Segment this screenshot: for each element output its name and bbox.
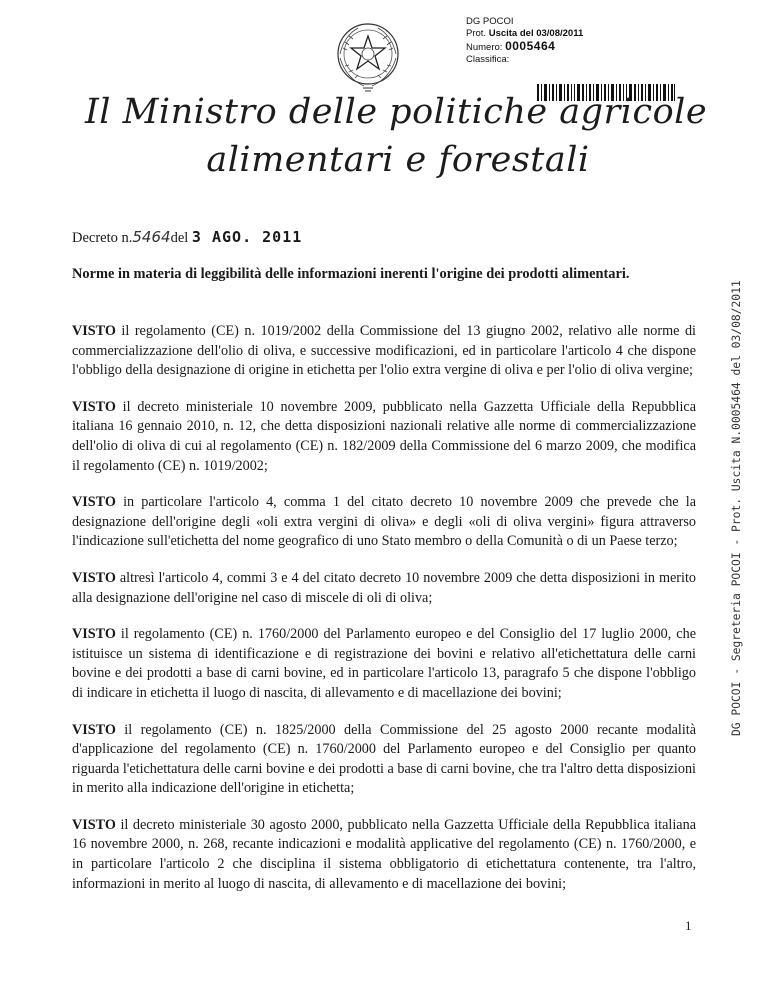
document-body <box>72 322 696 911</box>
visto-paragraph <box>72 721 696 799</box>
paragraph-keyword: VISTO <box>72 626 116 643</box>
paragraph-text: altresì l'articolo 4, commi 3 e 4 del citato decreto 10 novembre 2009 che detta disposizioni in merito alla designazione dell'origine nel caso di miscele di oli di oliva; <box>72 569 696 606</box>
visto-paragraph <box>72 493 696 552</box>
paragraph-text: in particolare l'articolo 4, comma 1 del citato decreto 10 novembre 2009 che prevede che la designazione dell'origine degli «oli extra vergini di oliva» e degli «oli di oliva vergini» figura attraverso l'indicazione sull'etichetta del nome geografico di uno Stato membro o della Comunità o di un Paese terzo; <box>72 494 696 550</box>
visto-paragraph <box>72 569 696 608</box>
side-protocol-text: DG POCOI - Segreteria POCOI - Prot. Uscita N.0005464 del 03/08/2011 <box>730 280 743 736</box>
stamp-class-label: Classifica: <box>466 54 510 65</box>
paragraph-keyword: VISTO <box>72 323 116 339</box>
decree-prefix: Decreto n. <box>72 230 133 246</box>
ministry-heading-line2: alimentari e forestali <box>206 140 590 180</box>
paragraph-keyword: VISTO <box>72 569 116 586</box>
paragraph-keyword: VISTO <box>72 398 116 415</box>
paragraph-text: il decreto ministeriale 10 novembre 2009, pubblicato nella Gazzetta Ufficiale della Repubblica italiana 16 gennaio 2010, n. 12, che detta disposizioni nazionali relative alle norme di commercializzazione dell'olio di oliva di cui al regolamento (CE) n. 182/2009 della Commissione del 6 marzo 2009, che modifica il regolamento (CE) n. 1019/2002; <box>72 398 696 474</box>
decree-del: del <box>170 230 189 246</box>
decree-line <box>72 228 302 247</box>
page-number: 1 <box>685 918 692 933</box>
stamp-office: DG POCOI <box>466 16 514 27</box>
visto-paragraph <box>72 625 696 703</box>
stamp-prot-label: Prot. <box>466 28 487 39</box>
stamp-number-value: 0005464 <box>505 39 556 53</box>
paragraph-text: il regolamento (CE) n. 1019/2002 della Commissione del 13 giugno 2002, relativo alle norme di commercializzazione dell'olio di oliva, e successive modificazioni, ed in particolare l'articolo 4 che dispone l'obbligo della designazione di origine in etichetta per l'olio extra vergine di oliva e per l'olio di oliva vergine; <box>72 323 696 379</box>
protocol-stamp <box>466 16 583 66</box>
paragraph-keyword: VISTO <box>72 494 116 511</box>
paragraph-text: il regolamento (CE) n. 1760/2000 del Parlamento europeo e del Consiglio del 17 luglio 2000, che istituisce un sistema di identificazione e di registrazione dei bovini e relativo all'etichettatura delle carni bovine e dei prodotti a base di carni bovine, ed in particolare l'articolo 13, paragrafo 5 che dispone l'obbligo di indicare in etichetta il luogo di nascita, di allevamento e di macellazione dei bovini; <box>72 626 696 701</box>
stamp-prot-value: Uscita del 03/08/2011 <box>488 28 584 39</box>
paragraph-text: il decreto ministeriale 30 agosto 2000, pubblicato nella Gazzetta Ufficiale della Repubblica italiana 16 novembre 2000, n. 268, recante indicazioni e modalità applicative del regolamento (CE) n. 1760/2000, e in particolare l'articolo 2 che disciplina il sistema obbligatorio di etichettatura contenente, tra l'altro, informazioni in merito al luogo di nascita, di allevamento e di macellazione dei bovini; <box>72 816 696 892</box>
ministry-heading-line1: Il Ministro delle politiche agricole <box>84 92 708 132</box>
paragraph-keyword: VISTO <box>72 816 116 833</box>
document-title: Norme in materia di leggibilità delle informazioni inerenti l'origine dei prodotti alimentari. <box>72 266 630 282</box>
visto-paragraph <box>72 398 696 476</box>
visto-paragraph <box>72 816 696 894</box>
paragraph-keyword: VISTO <box>72 721 116 738</box>
paragraph-text: il regolamento (CE) n. 1825/2000 della Commissione del 25 agosto 2000 recante modalità d'applicazione del regolamento (CE) n. 1760/2000 del Parlamento europeo e del Consiglio per quanto riguarda l'etichettatura delle carni bovine e dei prodotti a base di carni bovine, che tra l'altro detta disposizioni in merito alla indicazione dell'origine in etichetta; <box>72 721 696 797</box>
stamp-number-label: Numero: <box>466 42 503 53</box>
visto-paragraph <box>72 322 696 381</box>
decree-date: 3 AGO. 2011 <box>191 228 303 246</box>
italian-republic-emblem-icon <box>327 14 409 96</box>
side-protocol-stamp <box>730 280 760 756</box>
decree-number: 5464 <box>132 228 171 246</box>
